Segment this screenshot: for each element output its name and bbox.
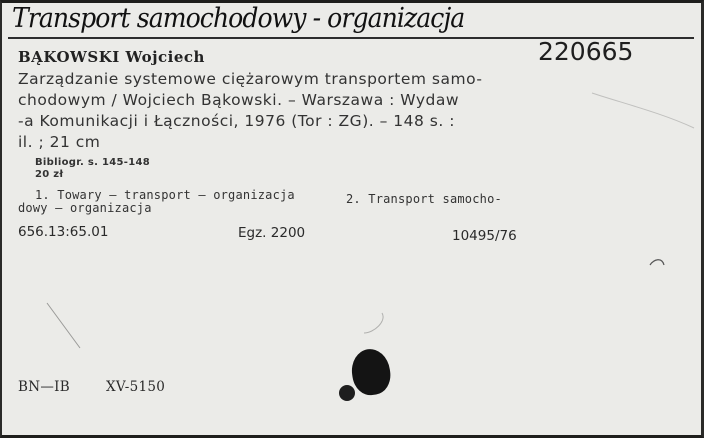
footer-code: XV-5150 bbox=[106, 379, 166, 395]
description-line: -a Komunikacji i Łączności, 1976 (Tor : ZG). – 148 s. : bbox=[18, 112, 455, 130]
footer-library: BN—IB bbox=[18, 379, 70, 395]
description-line: il. ; 21 cm bbox=[18, 133, 101, 151]
bibliography-note: Bibliogr. s. 145-148 bbox=[35, 157, 151, 168]
classification-number: 656.13:65.01 bbox=[18, 224, 109, 240]
author-name: BĄKOWSKI Wojciech bbox=[18, 48, 205, 66]
subject-entry-1: 1. Towary — transport — organizacja bbox=[35, 188, 295, 202]
order-number: 10495/76 bbox=[452, 228, 517, 244]
description-line: chodowym / Wojciech Bąkowski. – Warszawa : Wydaw bbox=[18, 91, 460, 109]
faint-pencil-marks bbox=[2, 3, 702, 436]
subject-heading: Transport samochodowy - organizacja bbox=[12, 3, 465, 34]
price-note: 20 zł bbox=[35, 169, 64, 180]
subject-entry-2: 2. Transport samocho- bbox=[346, 192, 502, 206]
accession-number: 220665 bbox=[538, 37, 634, 66]
description-line: Zarządzanie systemowe ciężarowym transportem samo- bbox=[18, 70, 483, 88]
copies-count: Egz. 2200 bbox=[238, 225, 306, 241]
subject-entry-continuation: dowy — organizacja bbox=[18, 201, 152, 215]
